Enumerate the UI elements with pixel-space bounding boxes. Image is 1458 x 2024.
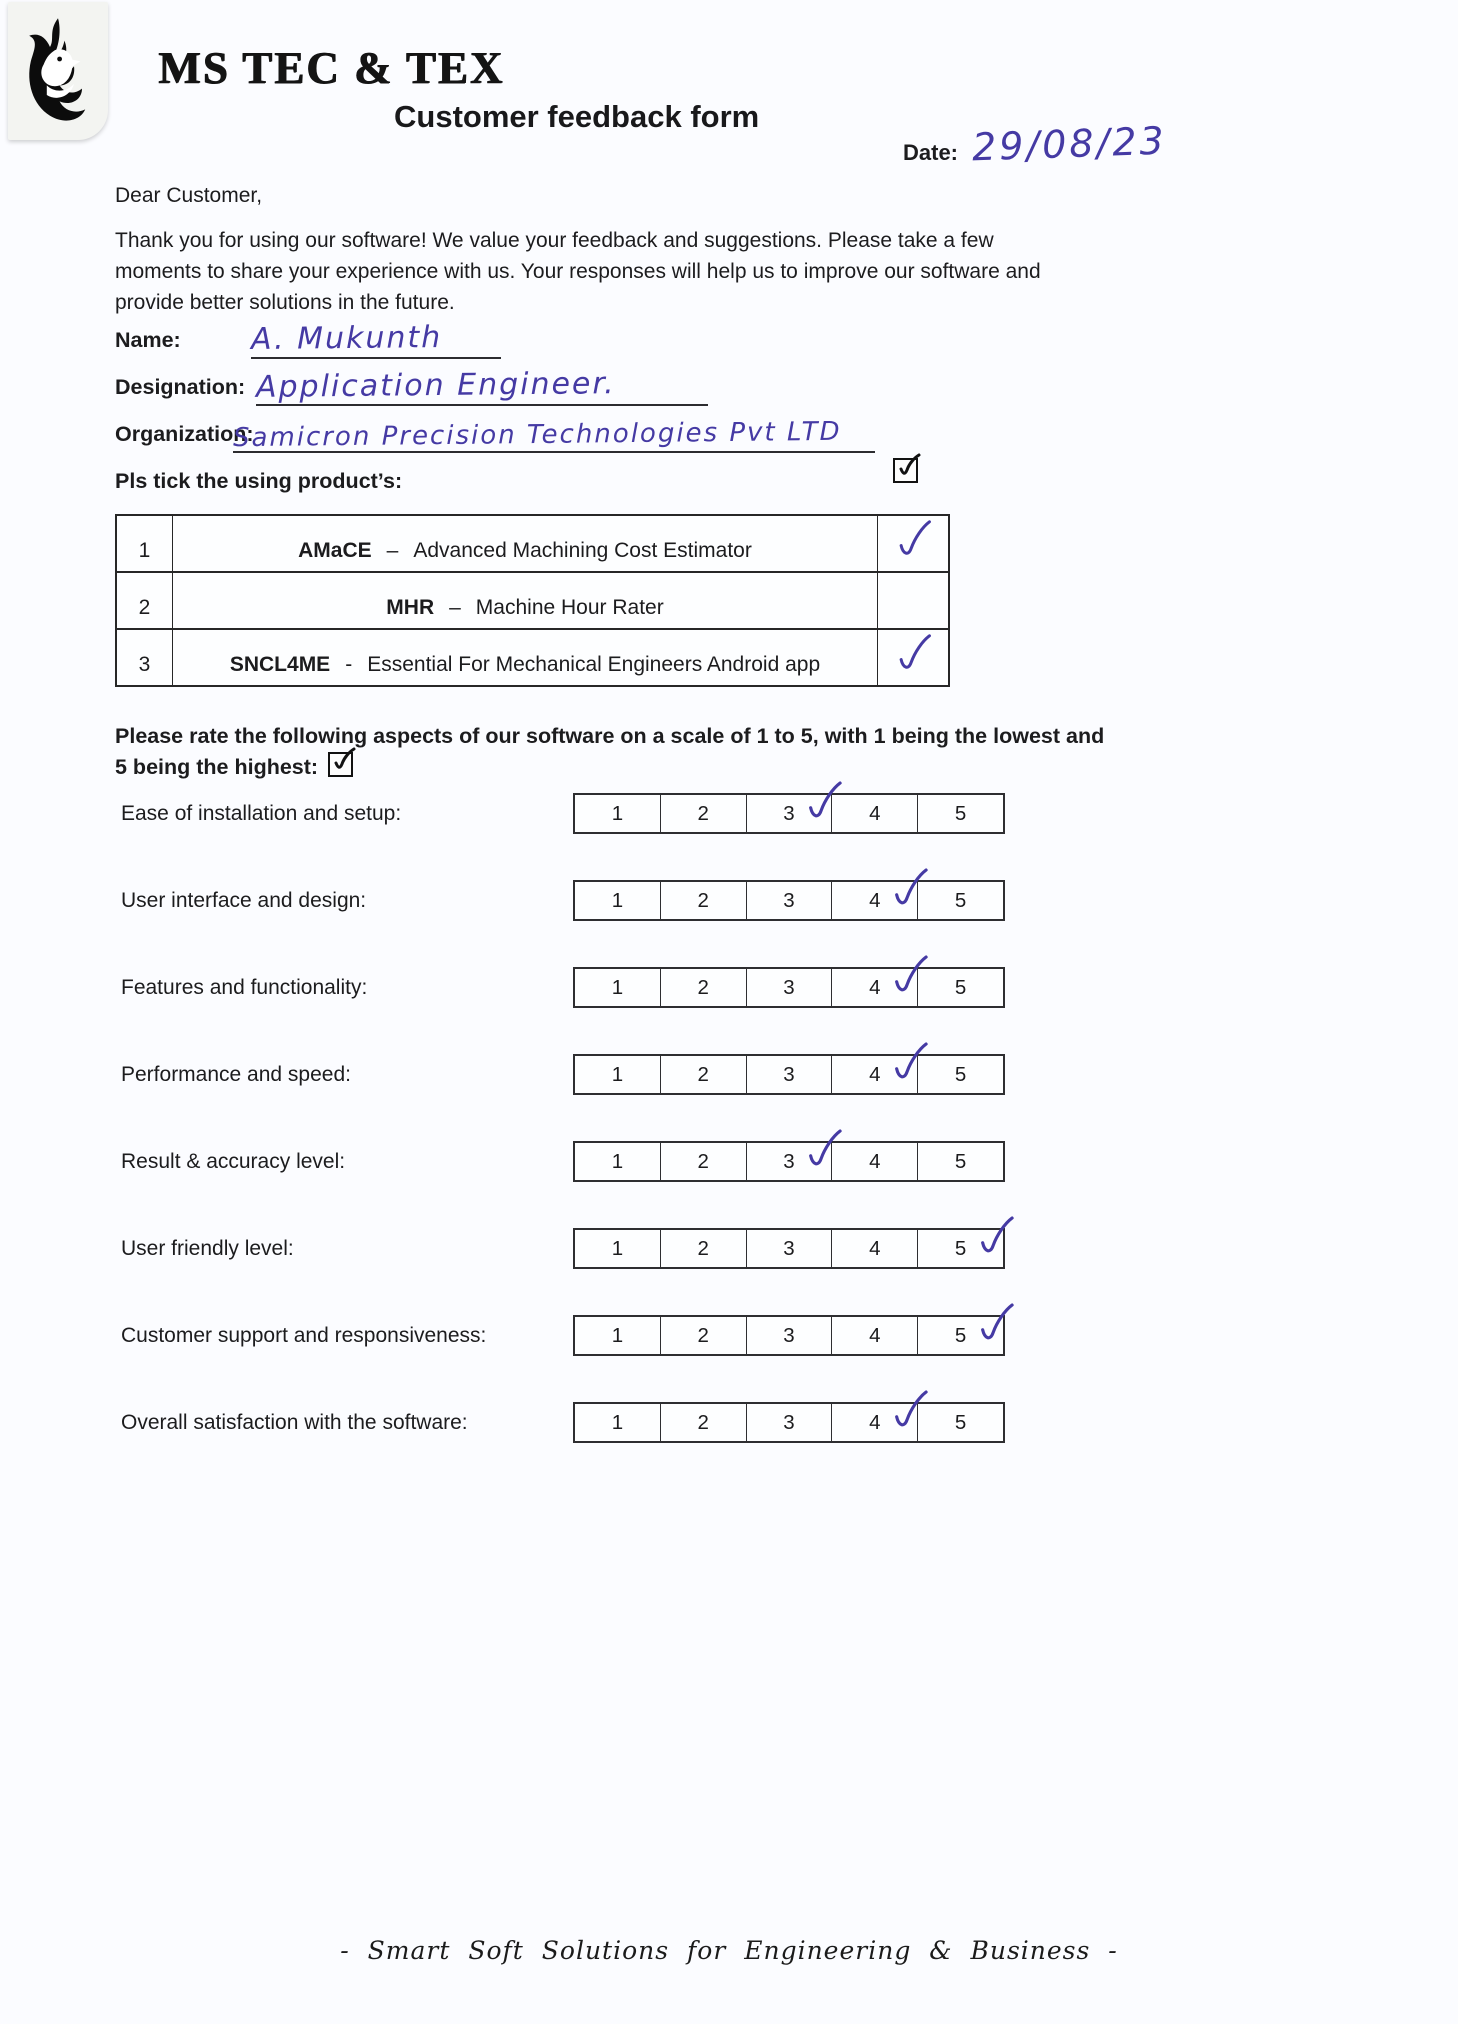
company-name: MS TEC & TEX	[158, 43, 505, 93]
rating-cell-number: 3	[783, 1236, 795, 1260]
product-description	[173, 573, 878, 628]
rating-cell-number: 1	[611, 975, 624, 999]
rating-cell-2[interactable]	[660, 1056, 746, 1093]
rating-cell-1[interactable]	[575, 795, 660, 832]
rating-cell-number: 5	[954, 975, 967, 999]
rating-row	[115, 1118, 1005, 1205]
product-number-text: 2	[138, 596, 151, 619]
handwritten-tick-icon	[976, 1215, 1014, 1261]
product-tick-cell[interactable]	[878, 630, 948, 685]
rating-cell-5[interactable]	[917, 1317, 1003, 1354]
rating-cell-number: 4	[869, 1410, 881, 1434]
rating-cell-5[interactable]	[917, 795, 1003, 832]
company-logo	[8, 2, 108, 140]
date-label: Date:	[903, 140, 959, 165]
product-tick-cell[interactable]	[878, 516, 948, 571]
product-separator: -	[345, 653, 353, 676]
rating-cell-4[interactable]	[831, 1230, 917, 1267]
rating-cell-number: 1	[611, 888, 624, 912]
rating-label: User friendly level:	[121, 1236, 294, 1260]
rating-cell-2[interactable]	[660, 1317, 746, 1354]
rating-cell-number: 5	[954, 1323, 967, 1347]
identity-value-handwritten: Application Engineer.	[255, 366, 616, 405]
rating-scale-table	[573, 1054, 1005, 1095]
date-row	[903, 118, 1168, 170]
identity-field[interactable]	[250, 319, 501, 359]
identity-label: Organization:	[115, 422, 254, 446]
product-number-text: 1	[138, 539, 151, 562]
product-desc-text: Machine Hour Rater	[475, 596, 664, 619]
rating-cell-number: 2	[697, 1410, 709, 1434]
rating-cell-number: 5	[954, 801, 967, 825]
rating-cell-1[interactable]	[575, 1230, 660, 1267]
rating-cell-2[interactable]	[660, 1404, 746, 1441]
rating-cell-5[interactable]	[917, 1143, 1003, 1180]
rating-label: Customer support and responsiveness:	[121, 1323, 487, 1347]
product-separator: –	[449, 596, 461, 619]
rating-cell-4[interactable]	[831, 1143, 917, 1180]
rating-row	[115, 1292, 1005, 1379]
rating-label: Performance and speed:	[121, 1062, 351, 1086]
rating-cell-1[interactable]	[575, 969, 660, 1006]
rating-label: Result & accuracy level:	[121, 1149, 346, 1173]
intro-line: moments to share your experience with us. Your responses will help us to improve our software and	[115, 260, 1041, 283]
rating-cell-number: 4	[869, 1236, 881, 1260]
rating-label: User interface and design:	[121, 888, 367, 912]
product-desc-text: Essential For Mechanical Engineers Android app	[367, 653, 821, 676]
ratings-heading-line1: Please rate the following aspects of our software on a scale of 1 to 5, with 1 being the lowest and	[115, 724, 1105, 748]
rating-row	[115, 1205, 1005, 1292]
rating-cell-number: 4	[869, 801, 881, 825]
rating-cell-2[interactable]	[660, 1143, 746, 1180]
rating-cell-5[interactable]	[917, 882, 1003, 919]
rating-scale-table	[573, 967, 1005, 1008]
rating-cell-number: 3	[783, 888, 795, 912]
rating-cell-5[interactable]	[917, 1230, 1003, 1267]
rating-cell-number: 3	[783, 1410, 795, 1434]
product-description	[173, 630, 878, 685]
identity-value-handwritten: A. Mukunth	[250, 319, 443, 358]
rating-cell-number: 2	[697, 1149, 709, 1173]
rating-cell-1[interactable]	[575, 1404, 660, 1441]
rating-cell-4[interactable]	[831, 882, 917, 919]
product-name: SNCL4ME	[229, 653, 331, 676]
rating-scale-table	[573, 1315, 1005, 1356]
handwritten-tick-icon	[976, 1302, 1014, 1348]
rating-cell-number: 5	[954, 1062, 967, 1086]
product-tick-cell[interactable]	[878, 573, 948, 628]
rating-cell-2[interactable]	[660, 795, 746, 832]
rating-label: Overall satisfaction with the software:	[121, 1410, 468, 1434]
product-desc-text: Advanced Machining Cost Estimator	[413, 539, 752, 562]
rating-scale-table	[573, 1402, 1005, 1443]
identity-label: Designation:	[115, 375, 246, 399]
product-name: AMaCE	[298, 539, 372, 562]
rating-cell-number: 2	[697, 1062, 709, 1086]
rating-cell-number: 5	[954, 1236, 967, 1260]
rating-cell-number: 2	[697, 888, 709, 912]
rating-cell-number: 1	[611, 1323, 624, 1347]
rating-cell-2[interactable]	[660, 1230, 746, 1267]
rating-cell-1[interactable]	[575, 1056, 660, 1093]
product-number	[117, 516, 173, 571]
rating-cell-1[interactable]	[575, 1317, 660, 1354]
rating-cell-number: 2	[697, 1323, 709, 1347]
form-title: Customer feedback form	[394, 99, 760, 134]
rating-cell-number: 5	[954, 1410, 967, 1434]
intro-line: provide better solutions in the future.	[115, 291, 455, 314]
rating-cell-1[interactable]	[575, 882, 660, 919]
rating-row	[115, 857, 1005, 944]
intro-paragraph	[115, 225, 1041, 318]
identity-row	[115, 406, 1055, 453]
rating-cell-number: 4	[869, 975, 881, 999]
rating-cell-5[interactable]	[917, 1056, 1003, 1093]
rating-cell-3[interactable]	[746, 882, 832, 919]
rating-cell-4[interactable]	[831, 969, 917, 1006]
product-row	[117, 628, 948, 685]
identity-row	[115, 312, 1055, 359]
rating-cell-4[interactable]	[831, 795, 917, 832]
rating-cell-number: 3	[783, 1062, 795, 1086]
products-table	[115, 514, 950, 687]
rating-cell-2[interactable]	[660, 882, 746, 919]
rating-row	[115, 1379, 1005, 1466]
date-value-handwritten: 29/08/23	[971, 118, 1168, 170]
rating-row	[115, 1031, 1005, 1118]
rating-cell-1[interactable]	[575, 1143, 660, 1180]
rating-scale-table	[573, 1141, 1005, 1182]
rating-cell-4[interactable]	[831, 1056, 917, 1093]
rating-cell-number: 5	[954, 1149, 967, 1173]
rating-cell-3[interactable]	[746, 1230, 832, 1267]
product-number	[117, 630, 173, 685]
rating-cell-number: 1	[611, 1062, 624, 1086]
product-separator: –	[386, 539, 399, 562]
rating-cell-4[interactable]	[831, 1317, 917, 1354]
product-row	[117, 516, 948, 571]
rating-row	[115, 944, 1005, 1031]
handwritten-tick-icon	[891, 520, 935, 562]
rating-label: Ease of installation and setup:	[121, 801, 402, 825]
rating-cell-3[interactable]	[746, 795, 832, 832]
rating-cell-number: 2	[697, 801, 709, 825]
rating-cell-number: 3	[783, 1149, 795, 1173]
rating-scale-table	[573, 1228, 1005, 1269]
rating-cell-3[interactable]	[746, 969, 832, 1006]
handwritten-tick-icon	[891, 634, 935, 676]
identity-section	[115, 312, 1055, 453]
product-number	[117, 573, 173, 628]
rating-cell-number: 3	[783, 975, 795, 999]
rating-label: Features and functionality:	[121, 975, 368, 999]
rating-scale-table	[573, 793, 1005, 834]
ratings-section	[115, 770, 1005, 1466]
rating-cell-number: 4	[869, 888, 881, 912]
bird-flame-logo-icon	[18, 11, 98, 131]
rating-scale-table	[573, 880, 1005, 921]
rating-cell-number: 1	[611, 1149, 624, 1173]
rating-cell-3[interactable]	[746, 1317, 832, 1354]
rating-cell-5[interactable]	[917, 1404, 1003, 1441]
rating-cell-3[interactable]	[746, 1143, 832, 1180]
product-name: MHR	[386, 596, 435, 619]
rating-cell-4[interactable]	[831, 1404, 917, 1441]
rating-cell-number: 5	[954, 888, 967, 912]
rating-cell-number: 1	[611, 1410, 624, 1434]
identity-field[interactable]	[255, 366, 708, 406]
rating-cell-number: 3	[783, 1323, 795, 1347]
rating-cell-2[interactable]	[660, 969, 746, 1006]
footer-slogan: - Smart Soft Solutions for Engineering & Business -	[340, 1936, 1118, 1965]
rating-cell-number: 4	[869, 1149, 881, 1173]
ratings-heading-line2-text: 5 being the highest:	[115, 755, 319, 779]
rating-cell-number: 4	[869, 1062, 881, 1086]
rating-cell-3[interactable]	[746, 1056, 832, 1093]
products-heading: Pls tick the using product’s:	[115, 469, 403, 493]
identity-row	[115, 359, 1055, 406]
rating-cell-number: 1	[611, 1236, 624, 1260]
rating-cell-5[interactable]	[917, 969, 1003, 1006]
rating-cell-number: 1	[611, 801, 624, 825]
product-row	[117, 571, 948, 628]
rating-cell-number: 2	[697, 1236, 709, 1260]
rating-cell-number: 2	[697, 975, 709, 999]
identity-value-handwritten: Samicron Precision Technologies Pvt LTD	[232, 416, 842, 454]
salutation: Dear Customer,	[115, 184, 263, 207]
product-description	[173, 516, 878, 571]
identity-field[interactable]	[232, 416, 875, 454]
rating-cell-number: 4	[869, 1323, 881, 1347]
product-number-text: 3	[138, 653, 151, 676]
checked-checkbox-icon[interactable]	[893, 458, 918, 483]
rating-cell-3[interactable]	[746, 1404, 832, 1441]
rating-row	[115, 770, 1005, 857]
rating-cell-number: 3	[783, 801, 795, 825]
identity-label: Name:	[115, 328, 181, 352]
intro-line: Thank you for using our software! We value your feedback and suggestions. Please take a few	[115, 229, 994, 252]
